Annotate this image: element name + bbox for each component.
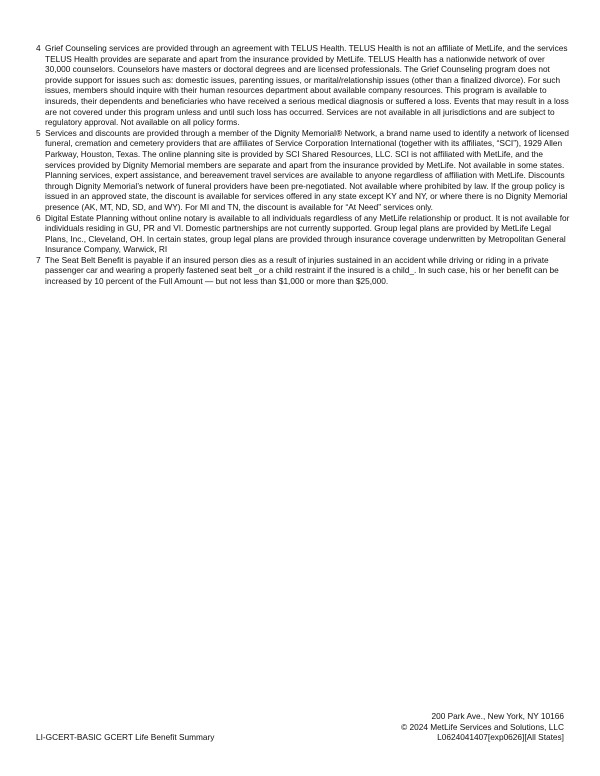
footnote-text: The Seat Belt Benefit is payable if an insured person dies as a result of injuries sustained in an accident while driving or riding in a private passenger car and wearing a properly fastened seat belt _or a child restraint if the insured is a child_. In such case, his or her benefit can be increased by 10 percent of the Full Amount — but not less than $1,000 or more than $25,000.: [45, 254, 559, 287]
footnote-number: 5: [36, 127, 41, 138]
footer-address: 200 Park Ave., New York, NY 10166: [431, 711, 564, 721]
footnote-number: 7: [36, 254, 41, 265]
footer-form-id: LI-GCERT-BASIC GCERT Life Benefit Summary: [36, 732, 215, 742]
footer-company-info: [401, 711, 564, 743]
footnote-number: 4: [36, 43, 41, 53]
footer-doc-code: L0624041407[exp0626][All States]: [437, 732, 564, 743]
footnote-text: Grief Counseling services are provided through an agreement with TELUS Health. TELUS Health is not an affiliate of MetLife, and the services TELUS Health provides are separate and apart from the insurance provided by MetLife. TELUS Health has a nationwide network of over 30,000 counselors. Counselors have masters or doctoral degrees and are licensed professionals. The Grief Counseling program does not provide support for issues such as: domestic issues, parenting issues, or marital/relationship issues (other than a finalized divorce). For such issues, members should inquire with their human resources department about available company resources. This program is available to insureds, their dependents and beneficiaries who have received a serious medical diagnosis or suffered a loss. Events that may result in a loss are not covered under this program unless and until such loss has occurred. Services are not available in all jurisdictions and are subject to regulatory approval. Not available on all policy forms.: [45, 43, 569, 128]
footnote-5: [36, 128, 570, 213]
footnote-4: [36, 43, 570, 128]
footer-copyright: © 2024 MetLife Services and Solutions, LLC: [401, 721, 564, 732]
footnotes: [36, 43, 570, 287]
footnote-text: Digital Estate Planning without online notary is available to all individuals regardless of any MetLife relationship or product. It is not available for individuals residing in GU, PR and VI. Domestic partnerships are not currently supported. Group legal plans are provided by MetLife Legal Plans, Inc., Cleveland, OH. In certain states, group legal plans are provided through insurance coverage underwritten by Metropolitan General Insurance Company, Warwick, RI: [45, 212, 570, 255]
footnote-7: [36, 255, 570, 287]
footnote-6: [36, 213, 570, 255]
footnote-text: Services and discounts are provided through a member of the Dignity Memorial® Network, a brand name used to identify a network of licensed funeral, cremation and cemetery providers that are affiliates of Service Corporation International (together with its affiliates, “SCI”), 1929 Allen Parkway, Houston, Texas. The online planning site is provided by SCI Shared Resources, LLC. SCI is not affiliated with MetLife, and the services provided by Dignity Memorial members are separate and apart from the insurance provided by MetLife. Not available in some states. Planning services, expert assistance, and bereavement travel services are available to anyone regardless of affiliation with MetLife. Discounts through Dignity Memorial’s network of funeral providers have been pre-negotiated. Not available where prohibited by law. If the group policy is issued in an approved state, the discount is available for services offered in any state except KY and NY, or where there is no Dignity Memorial presence (AK, MT, ND, SD, and WY). For MI and TN, the discount is available for “At Need” services only.: [45, 127, 570, 212]
footnote-number: 6: [36, 212, 41, 223]
